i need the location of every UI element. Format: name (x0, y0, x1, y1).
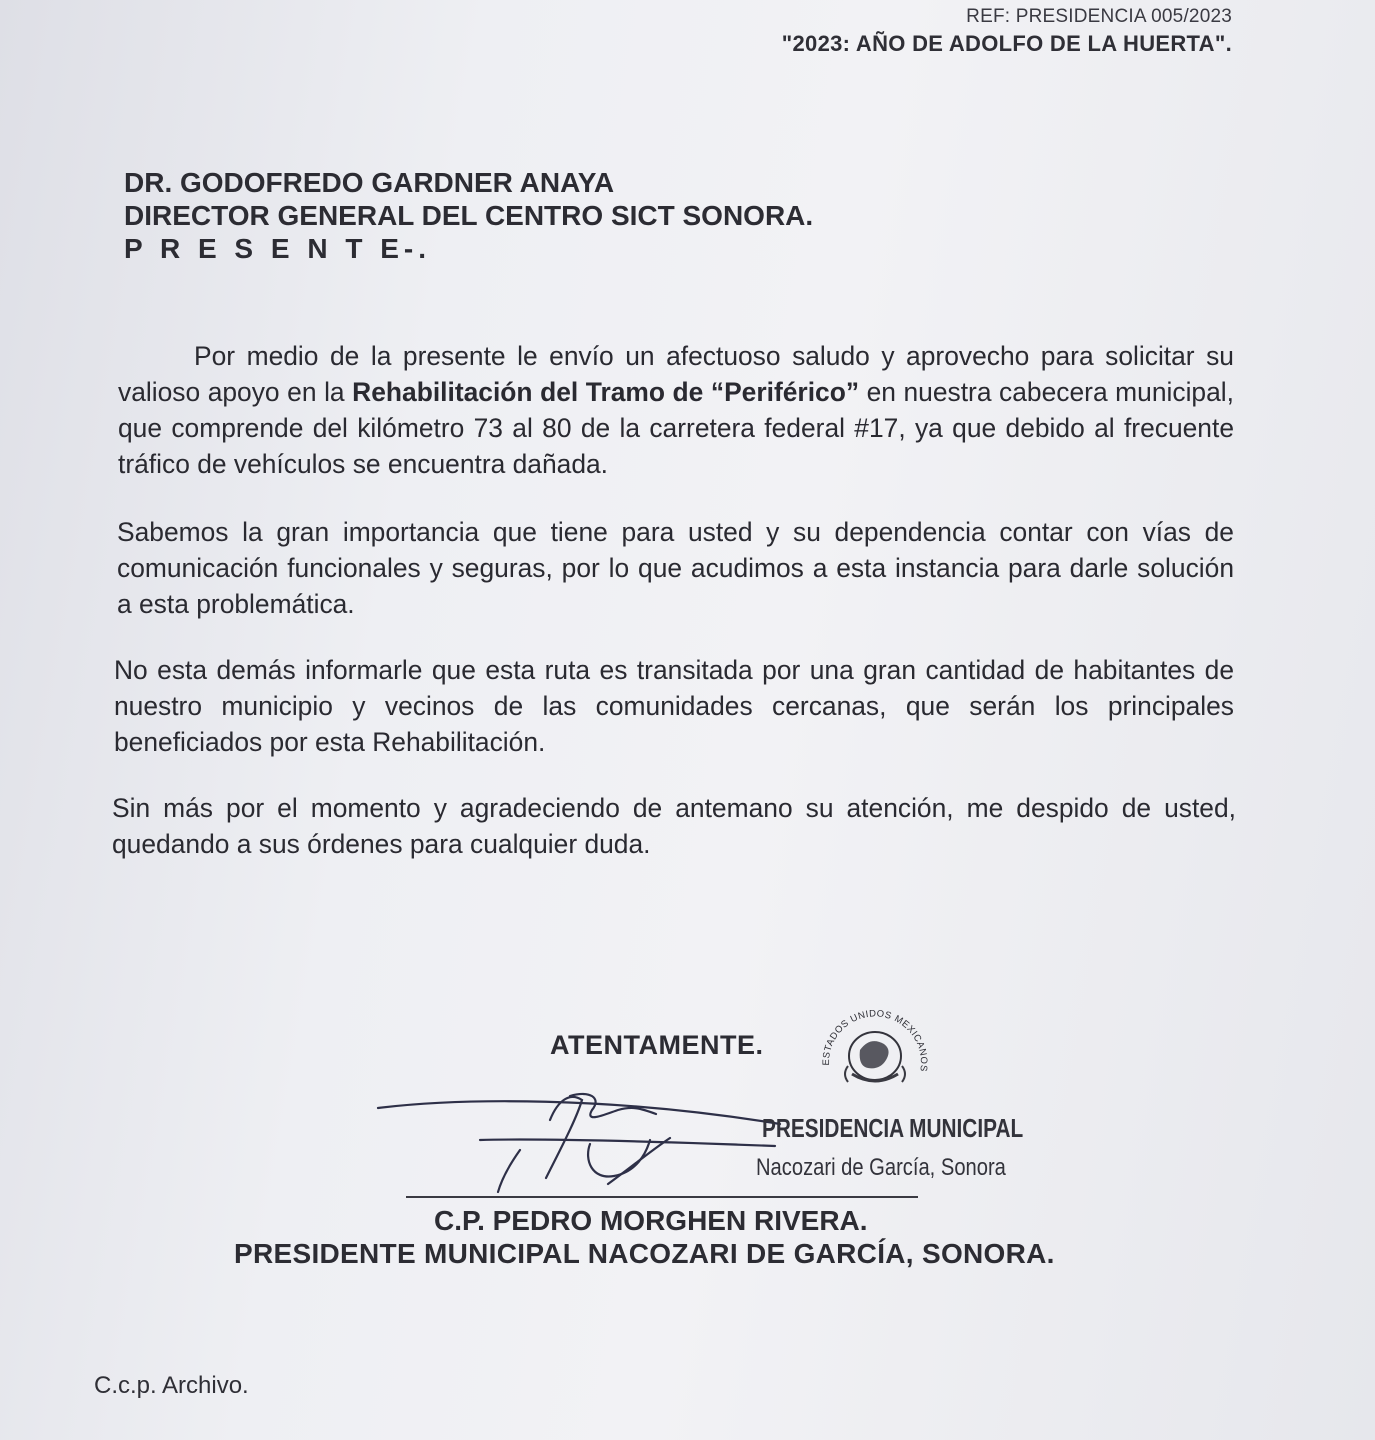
paragraph-beneficiaries: No esta demás informarle que esta ruta es transitada por una gran cantidad de habitantes de nuestro municipio y vecinos de las comunidades cercanas, que serán los principales beneficiados por esta Rehabilitación. (114, 655, 1234, 757)
addressee-block (124, 166, 813, 265)
paragraph-importance: Sabemos la gran importancia que tiene para usted y su dependencia contar con vías de comunicación funcionales y seguras, por lo que acudimos a esta instancia para darle solución a esta problemática. (117, 517, 1234, 619)
paragraph-request-start: Por medio de la presente le envío un afectuoso saludo y aprovecho para solicitar su valioso apoyo en la (118, 341, 1234, 407)
signer-name: C.P. PEDRO MORGHEN RIVERA. (434, 1205, 868, 1236)
paragraph-request (118, 338, 1234, 482)
paragraph-request-end: en nuestra cabecera municipal, que comprende del kilómetro 73 al 80 de la carretera federal #17, ya que debido al frecuente tráfico de vehículos se encuentra dañada. (118, 377, 1234, 479)
stamp-location: Nacozari de García, Sonora (756, 1154, 1006, 1181)
carbon-copy: C.c.p. Archivo. (94, 1372, 249, 1399)
closing-salutation: ATENTAMENTE. (550, 1030, 764, 1060)
national-seal (808, 998, 942, 1110)
stamp-office: PRESIDENCIA MUNICIPAL (762, 1113, 1024, 1143)
svg-text:ESTADOS UNIDOS MEXICANOS: ESTADOS UNIDOS MEXICANOS (820, 1008, 930, 1073)
addressee-present: P R E S E N T E-. (124, 233, 431, 264)
paragraph-request-highlight: Rehabilitación del Tramo de “Periférico” (352, 377, 860, 407)
signature-line (406, 1196, 918, 1198)
reference-number: REF: PRESIDENCIA 005/2023 (966, 6, 1232, 27)
year-motto: "2023: AÑO DE ADOLFO DE LA HUERTA". (781, 31, 1232, 56)
addressee-position: DIRECTOR GENERAL DEL CENTRO SICT SONORA. (124, 200, 814, 231)
signer-title: PRESIDENTE MUNICIPAL NACOZARI DE GARCÍA, SONORA. (234, 1238, 1055, 1269)
addressee-name: DR. GODOFREDO GARDNER ANAYA (124, 167, 615, 198)
paragraph-farewell: Sin más por el momento y agradeciendo de antemano su atención, me despido de usted, quedando a sus órdenes para cualquier duda. (112, 793, 1236, 859)
handwritten-signature (370, 1080, 790, 1200)
